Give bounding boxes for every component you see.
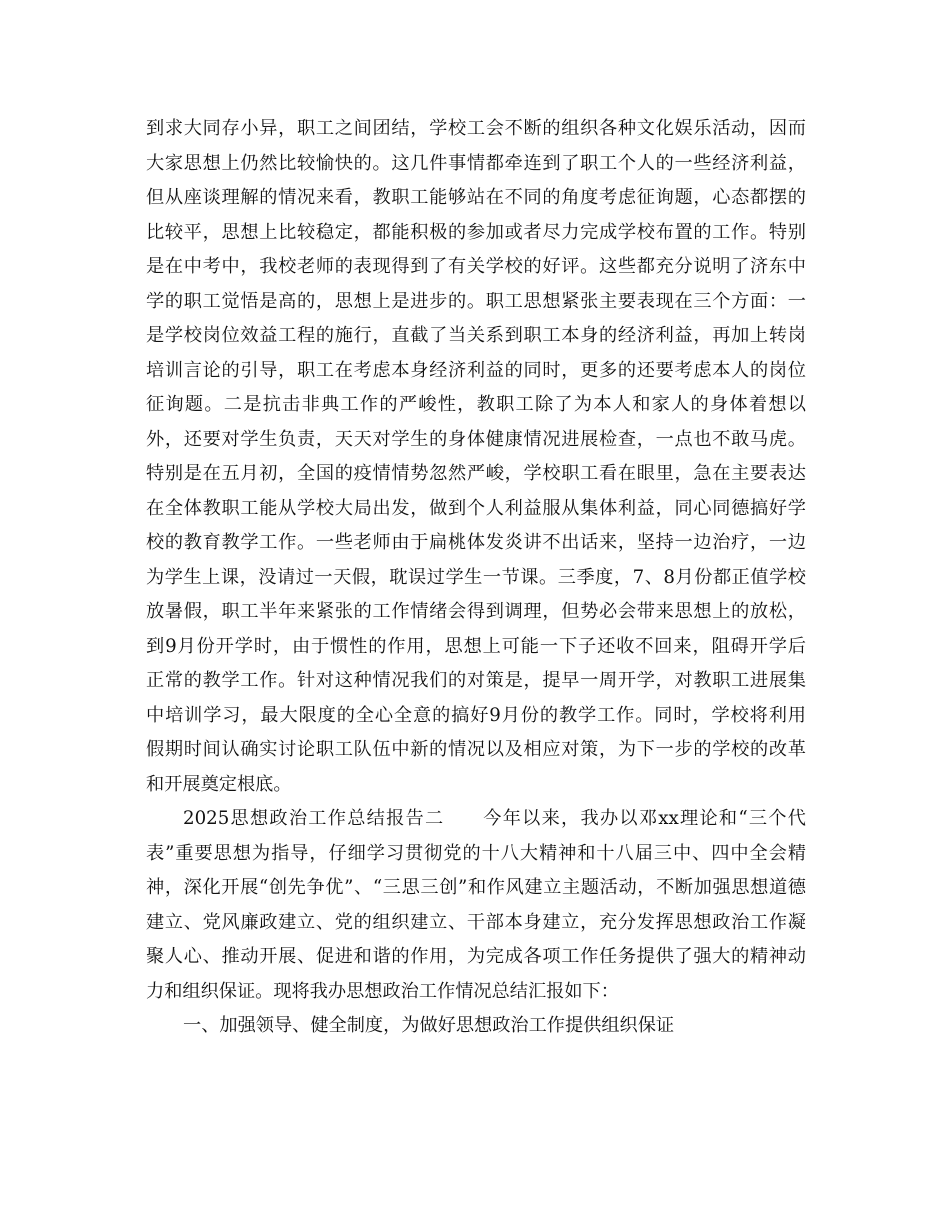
text-line: 培训言论的引导，职工在考虑本身经济利益的同时，更多的还要考虑本人的岗位 xyxy=(146,359,806,381)
text-line: 特别是在五月初，全国的疫情情势忽然严峻，学校职工看在眼里，急在主要表达 xyxy=(146,463,806,484)
text-line: 聚人心、推动开展、促进和谐的作用，为完成各项工作任务提供了强大的精神动 xyxy=(146,946,806,967)
text-line: 建立、党风廉政建立、党的组织建立、干部本身建立，充分发挥思想政治工作凝 xyxy=(146,911,806,933)
subheading-line: 一、加强领导、健全制度，为做好思想政治工作提供组织保证 xyxy=(183,1015,675,1036)
text-line: 但从座谈理解的情况来看，教职工能够站在不同的角度考虑征询题，心态都摆的 xyxy=(146,187,806,208)
text-line: 到9月份开学时，由于惯性的作用，思想上可能一下子还收不回来，阻碍开学后 xyxy=(146,635,806,657)
text-line: 大家思想上仍然比较愉快的。这几件事情都牵连到了职工个人的一些经济利益， xyxy=(146,152,806,174)
text-line: 比较平，思想上比较稳定，都能积极的参加或者尽力完成学校布置的工作。特别 xyxy=(146,221,806,243)
text-line: 为学生上课，没请过一天假，耽误过学生一节课。三季度，7、8月份都正值学校 xyxy=(146,566,806,588)
text-line: 神，深化开展“创先争优”、“三思三创”和作风建立主题活动，不断加强思想道德 xyxy=(146,877,806,898)
text-line: 在全体教职工能从学校大局出发，做到个人利益服从集体利益，同心同德搞好学 xyxy=(146,497,806,519)
text-line: 假期时间认确实讨论职工队伍中新的情况以及相应对策，为下一步的学校的改革 xyxy=(146,739,806,760)
text-line: 是学校岗位效益工程的施行，直截了当关系到职工本身的经济利益，再加上转岗 xyxy=(146,325,806,346)
text-line: 放暑假，职工半年来紧张的工作情绪会得到调理，但势必会带来思想上的放松， xyxy=(146,601,806,622)
text-line: 正常的教学工作。针对这种情况我们的对策是，提早一周开学，对教职工进展集 xyxy=(146,670,806,691)
body-text xyxy=(146,112,806,1044)
text-line: 中培训学习，最大限度的全心全意的搞好9月份的教学工作。同时，学校将利用 xyxy=(146,704,806,726)
text-line: 力和组织保证。现将我办思想政治工作情况总结汇报如下： xyxy=(146,980,619,1002)
text-line: 和开展奠定根底。 xyxy=(146,773,292,795)
text-line: 到求大同存小异，职工之间团结，学校工会不断的组织各种文化娱乐活动，因而 xyxy=(146,118,806,139)
text-line: 外，还要对学生负责，天天对学生的身体健康情况进展检查，一点也不敢马虎。 xyxy=(146,428,806,450)
text-line: 表”重要思想为指导，仔细学习贯彻党的十八大精神和十八届三中、四中全会精 xyxy=(146,842,806,864)
text-line: 校的教育教学工作。一些老师由于扁桃体发炎讲不出话来，坚持一边治疗，一边 xyxy=(146,532,806,553)
text-line: 征询题。二是抗击非典工作的严峻性，教职工除了为本人和家人的身体着想以 xyxy=(146,394,806,415)
text-line: 学的职工觉悟是高的，思想上是进步的。职工思想紧张主要表现在三个方面：一 xyxy=(146,290,806,312)
section-heading-line: 2025思想政治工作总结报告二 今年以来，我办以邓xx理论和“三个代 xyxy=(183,808,806,829)
text-line: 是在中考中，我校老师的表现得到了有关学校的好评。这些都充分说明了济东中 xyxy=(146,256,806,277)
